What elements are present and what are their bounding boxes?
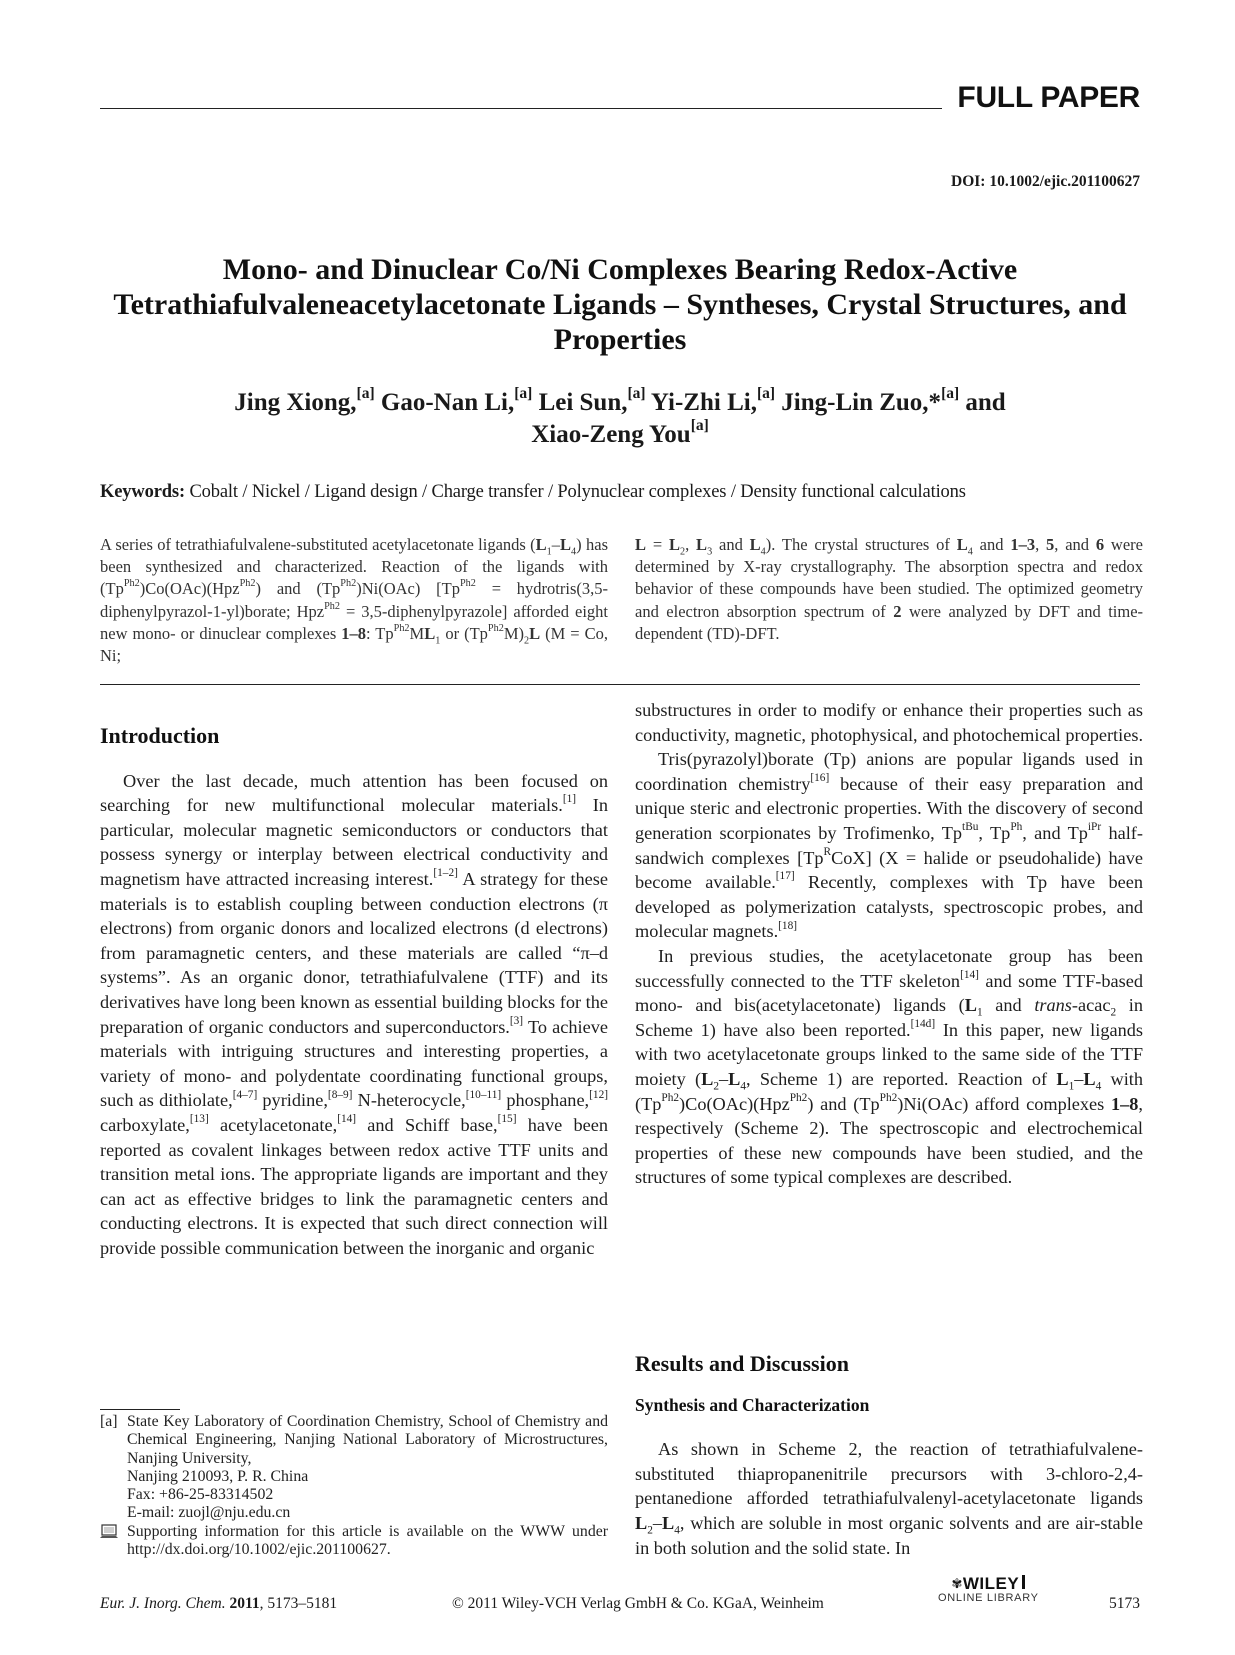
intro-paragraph: In previous studies, the acetylacetonate group has been successfully connected to the TTF skeleton[14] and some TTF-based mono- and bis(acetylacetonate) ligands ($L_1$ and trans-acac$_2$ in Scheme 1) have also been reported.[14d] In this paper, new ligands with two acetylacetonate groups linked to the same side of the TTF moiety ($L_2-L_4$, Scheme 1) are reported. Reaction of $L_1-L_4$ with $(Tp^{Ph2})Co(OAc)(Hpz^{Ph2})$ and $(Tp^{Ph2})Ni(OAc)$ afford complexes 1–8, respectively (Scheme 2). The spectroscopic and electrochemical properties of these new compounds have been studied, and the structures of some typical complexes are described. [635,945,1144,1188]
citation: [13] [189,1113,209,1126]
right-column [635,698,1143,1190]
affiliation-mark: [a] [690,417,709,435]
author-line [160,419,1080,451]
publisher-name: WILEY [962,1574,1020,1593]
author: Yi-Zhi Li, [650,389,757,416]
citation: [3] [509,1014,524,1027]
citation: [10–11] [465,1088,502,1101]
citation: [14] [337,1113,357,1126]
affiliation-footnote [100,1413,608,1523]
affiliation-mark: [a] [514,385,533,403]
article-title [100,252,1140,357]
keywords [100,482,1140,503]
title-line: Mono- and Dinuclear Co/Ni Complexes Bearing Redox-Active [222,253,1018,286]
affiliation-text: Nanjing 210093, P. R. China [127,1467,309,1485]
journal-name: Eur. J. Inorg. Chem. [100,1595,226,1612]
citation: [16] [810,772,830,784]
author-list [160,387,1080,451]
affiliation-mark: [a] [941,385,960,403]
computer-icon [100,1523,127,1546]
affiliation-mark: [a] [756,385,776,403]
author-conjunction: and [965,389,1006,416]
results-heading: Results and Discussion [635,1351,849,1376]
footnote [100,1413,608,1559]
wiley-emblem-icon: ✾ [951,1576,963,1591]
email: E-mail: zuojl@nju.edu.cn [127,1504,291,1522]
title-line: Tetrathiafulvaleneacetylacetonate Ligands – Syntheses, Crystal Structures, and [113,288,1127,321]
title-line: Properties [553,323,687,356]
article-type-label: FULL PAPER [957,81,1140,114]
footnote-rule [100,1409,180,1410]
journal-citation [100,1595,337,1613]
affiliation-text: State Key Laboratory of Coordination Chemistry, School of Chemistry and Chemical Engineering, Nanjing National Laboratory of Microstructures, Nanjing University, [127,1413,608,1467]
author: Jing Xiong, [234,389,357,416]
affiliation-mark: [a] [627,385,646,403]
journal-year: 2011 [229,1595,260,1612]
journal-pages: , 5173–5181 [259,1595,338,1612]
results-section [635,1352,1143,1560]
citation: [18] [778,919,798,932]
synthesis-subheading: Synthesis and Characterization [635,1394,870,1415]
author-line [160,387,1080,419]
author: Jing-Lin Zuo,* [781,389,942,416]
abstract-rule [100,684,1140,685]
online-library-label: ONLINE LIBRARY [938,1592,1039,1604]
citation: [14] [960,968,979,981]
fax: Fax: +86-25-83314502 [127,1486,274,1504]
citation: [8–9] [327,1088,353,1101]
citation: [17] [775,870,795,883]
supporting-info-footnote [100,1523,608,1560]
abstract-right: $L = L_2$, $L_3$ and $L_4$). The crystal structures of $L_4$ and 1–3, 5, and 6 were determined by X-ray crystallography. The absorption spectra and redox behavior of these compounds have been studied. The optimized geometry and electron absorption spectrum of 2 were analyzed by DFT and time-dependent (TD)-DFT. [635,535,1144,643]
supporting-info-text: Supporting information for this article is available on the WWW under http://dx.doi.org/10.1002/ejic.201100627. [127,1522,608,1559]
intro-paragraph: Over the last decade, much attention has been focused on searching for new multifunctional molecular materials.[1] In particular, molecular magnetic semiconductors or conductors that possess synergy or interplay between electrical conductivity and magnetism have attracted increasing interest.[1–2] A strategy for these materials is to establish coupling between conduction electrons (π electrons) from organic donors and localized electrons (d electrons) from paramagnetic centers, and these materials are called “π–d systems”. As an organic donor, tetrathiafulvalene (TTF) and its derivatives have long been known as essential building blocks for the preparation of organic conductors and superconductors.[3] To achieve materials with intriguing structures and interesting properties, a variety of mono- and polydentate coordinating functional groups, such as dithiolate,[4–7] pyridine,[8–9] N-heterocycle,[10–11] phosphane,[12] carboxylate,[13] acetylacetonate,[14] and Schiff base,[15] have been reported as covalent linkages between redox active TTF units and transition metal ions. The appropriate ligands are important and they can act as effective bridges to link the paramagnetic centers and conducting electrons. It is expected that such direct connection will provide possible communication between the inorganic and organic [100,770,609,1258]
abstract-left: A series of tetrathiafulvalene-substituted acetylacetonate ligands $(L_1-L_4)$ has been synthesized and characterized. Reaction of the ligands with $(Tp^{Ph2})Co(OAc)(Hpz^{Ph2})$ and $(Tp^{Ph2})Ni(OAc) [Tp^{Ph2}$ = hydrotris(3,5-diphenylpyrazol-1-yl)borate; Hpz$^{Ph2}$ = 3,5-diphenylpyrazole] afforded eight new mono- or dinuclear complexes 1–8: $Tp^{Ph2}ML_1$ or $(Tp^{Ph2}M)_2L$ (M = Co, Ni; [100,535,609,666]
logo-bar [1022,1575,1025,1589]
header-rule [100,108,942,109]
author: Gao-Nan Li, [380,389,515,416]
intro-heading: Introduction [100,723,220,748]
copyright: © 2011 Wiley-VCH Verlag GmbH & Co. KGaA, Weinheim [452,1595,824,1612]
doi: DOI: 10.1002/ejic.201100627 [951,173,1140,190]
intro-paragraph: substructures in order to modify or enhance their properties such as conductivity, magnetic, photophysical, and photochemical properties. [635,700,1144,745]
wiley-logo [938,1574,1039,1604]
intro-paragraph: Tris(pyrazolyl)borate (Tp) anions are popular ligands used in coordination chemistry[16] because of their easy preparation and unique steric and electronic properties. With the discovery of second generation scorpionates by Trofimenko, $Tp^{tBu}$, $Tp^{Ph}$, and $Tp^{iPr}$ half-sandwich complexes $[Tp^RCoX] (X$ = halide or pseudohalide) have become available.[17] Recently, complexes with Tp have been developed as polymerization catalysts, spectroscopic probes, and molecular magnets.[18] [635,749,1143,942]
citation: [1–2] [433,867,458,880]
keywords-text: Cobalt / Nickel / Ligand design / Charge transfer / Polynuclear complexes / Density functional calculations [189,482,966,502]
results-paragraph: As shown in Scheme 2, the reaction of tetrathiafulvalene-substituted thiapropanenitrile precursors with 3-chloro-2,4-pentanedione afforded tetrathiafulvalenyl-acetylacetonate ligands $L_2-L_4$, which are soluble in most organic solvents and are air-stable in both solution and the solid state. In [635,1439,1143,1558]
citation: [1] [562,793,577,806]
page-number: 5173 [1109,1595,1140,1612]
author: Lei Sun, [538,389,628,416]
citation: [14d] [910,1017,936,1030]
affiliation-mark: [a] [356,385,375,403]
author: Xiao-Zeng You [531,421,691,448]
footnote-mark: [a] [100,1413,118,1430]
citation: [15] [497,1113,517,1126]
citation: [12] [589,1088,609,1101]
keywords-label: Keywords: [100,482,185,502]
citation: [4–7] [232,1088,258,1101]
intro-column [100,724,608,1260]
